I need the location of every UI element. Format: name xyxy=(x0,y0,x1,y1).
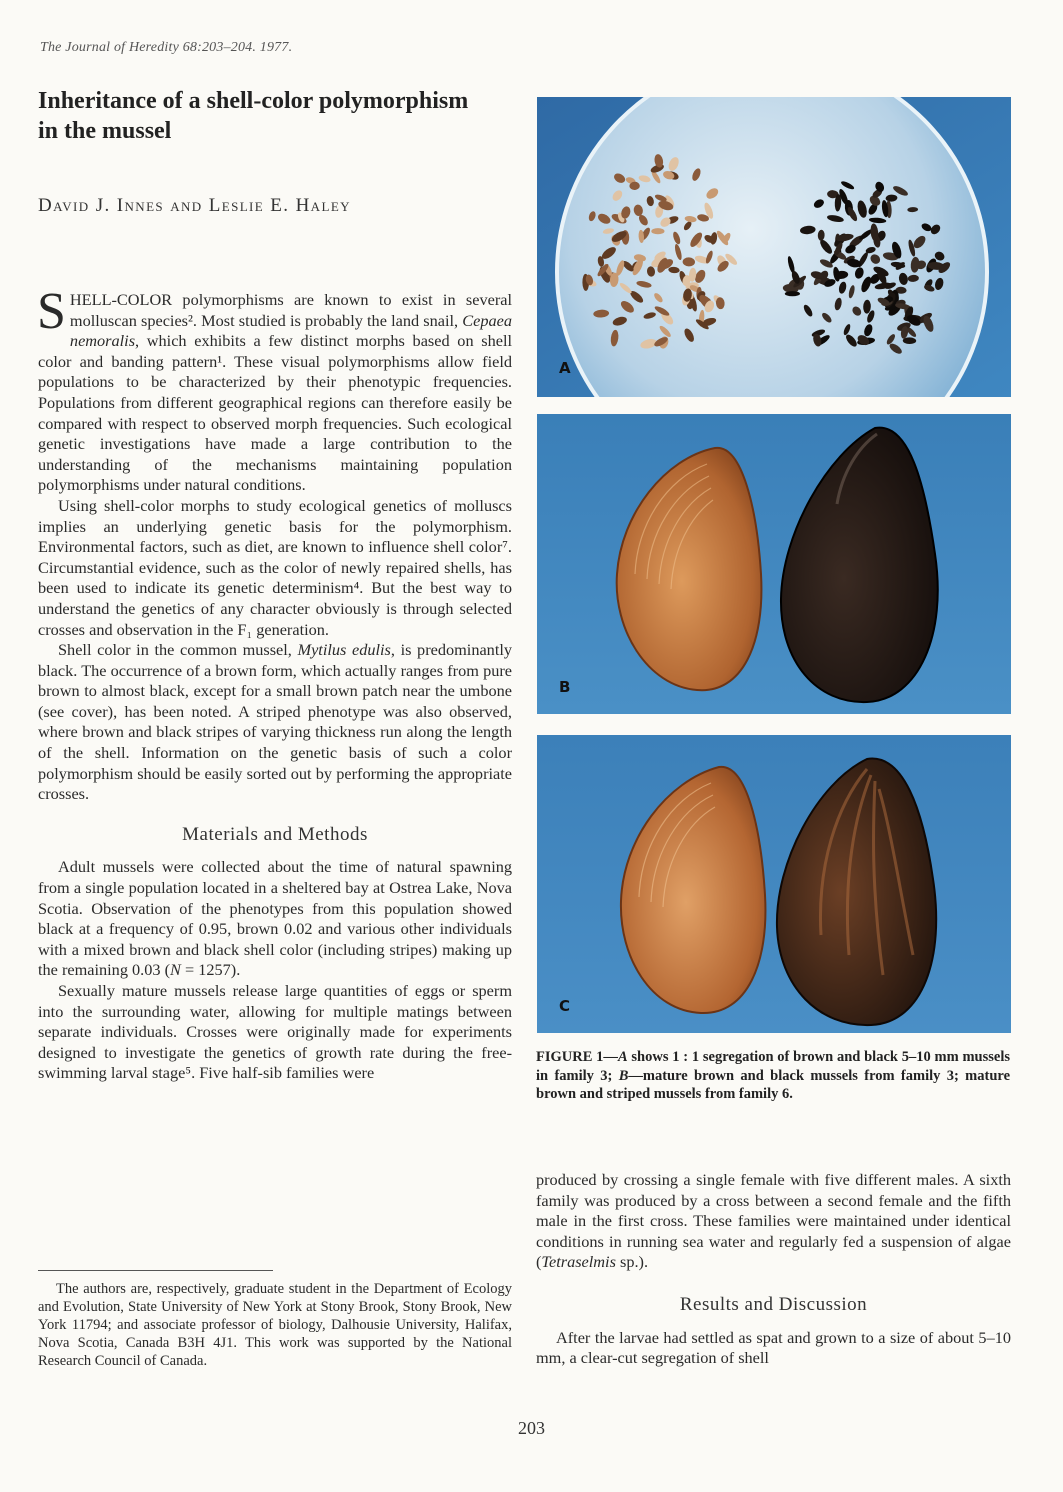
figure-panel-a xyxy=(537,97,1011,397)
intro-paragraph-1: SHELL-COLOR polymorphisms are known to exist in several molluscan species². Most studied is probably the land snail, Cepaea nemoralis, which exhibits a few distinct morphs based on shell color and banding pattern¹. These visual polymorphisms allow field populations to be characterized by their phenotypic frequencies. Populations from different geographical regions can therefore easily be compared with respect to observed morph frequencies. Such ecological genetic investigations have made a large contribution to the understanding of the mechanisms maintaining population polymorphisms under natural conditions. xyxy=(37,283,512,495)
page-number: 203 xyxy=(518,1418,545,1438)
spat xyxy=(651,228,664,234)
panel-label-b: B xyxy=(559,678,571,696)
drop-cap: S xyxy=(37,283,66,340)
journal-header: The Journal of Heredity 68:203–204. 1977. xyxy=(40,40,293,55)
results-paragraph-1: After the larvae had settled as spat and grown to a size of about 5–10 mm, a clear-cut segregation of shell xyxy=(536,1327,1011,1368)
methods-heading: Materials and Methods xyxy=(182,823,368,845)
right-column xyxy=(536,1170,1011,1369)
methods-paragraph-1: Adult mussels were collected about the time of natural spawning from a single population located in a sheltered bay at Ostrea Lake, Nova Scotia. Observation of the phenotypes from this population showed black at a frequency of 0.95, brown 0.02 and various other individuals with a mixed brown and black shell color (including stripes) making up the remaining 0.03 (N = 1257). xyxy=(38,857,512,980)
right-paragraph-1: produced by crossing a single female with five different males. A sixth family was produced by a cross between a second female and the fifth male in the first cross. These families were maintained under identical conditions in running sea water and regularly fed a suspension of algae (Tetraselmis sp.). xyxy=(536,1170,1011,1272)
intro-paragraph-3: Shell color in the common mussel, Mytilus edulis, is predominantly black. The occurrence of a brown form, which actually ranges from pure brown to almost black, except for a small brown patch near the umbone (see cover), has been noted. A striped phenotype was also observed, where brown and black stripes of varying thickness run along the length of the shell. Information on the genetic basis of such a color polymorphism should be easily sorted out by performing the appropriate crosses. xyxy=(38,640,513,804)
footnote: The authors are, respectively, graduate student in the Department of Ecology and Evolution, State University of New York at Stony Brook, Stony Brook, New York 11794; and associate professor of biology, Dalhousie University, Halifax, Nova Scotia, Canada B3H 4J1. This work was supported by the National Research Council of Canada. xyxy=(38,1281,512,1369)
article-title: Inheritance of a shell-color polymorphism in the mussel xyxy=(38,88,469,144)
panel-label-c: C xyxy=(559,997,571,1015)
panel-label-a: A xyxy=(559,359,571,377)
footnote-rule xyxy=(38,1270,273,1271)
article-authors: David J. Innes and Leslie E. Haley xyxy=(38,195,351,216)
intro-paragraph-2: Using shell-color morphs to study ecological genetics of molluscs implies an underlying genetic basis for the polymorphism. Environmental factors, such as diet, are known to influence shell color⁷. Circumstantial evidence, such as the color of newly repaired shells, has been used to indicate its genetic determinism⁴. But the best way to understand the genetics of any character obviously is through selected crosses and observation in the F₁ generation. xyxy=(38,495,512,639)
left-column xyxy=(37,283,513,1084)
methods-paragraph-2: Sexually mature mussels release large quantities of eggs or sperm into the surrounding water, allowing for multiple matings between separate individuals. Crosses were originally made for experiments designed to investigate the genetics of growth rate during the free-swimming larval stage⁵. Five half-sib families were xyxy=(38,981,512,1083)
figure-panel-b xyxy=(537,414,1011,714)
figure-panel-c xyxy=(537,735,1011,1033)
results-heading: Results and Discussion xyxy=(679,1293,868,1315)
figure-caption: FIGURE 1—A shows 1 : 1 segregation of brown and black 5–10 mm mussels in family 3; B—mature brown and black mussels from family 3; mature brown and striped mussels from family 6. xyxy=(536,1049,1010,1102)
spat xyxy=(785,291,800,296)
